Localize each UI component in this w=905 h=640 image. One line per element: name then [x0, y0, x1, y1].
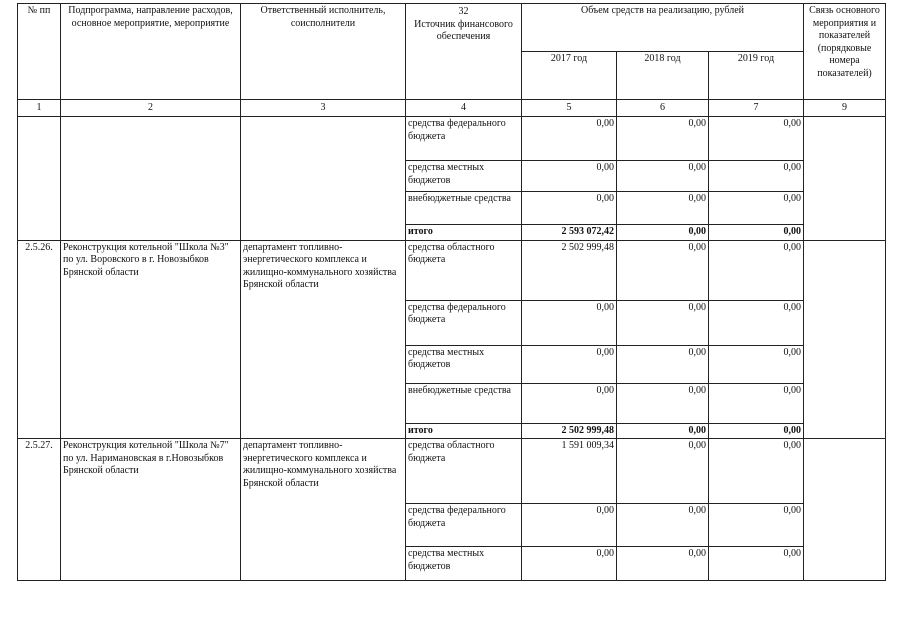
executor-cell: департамент топливно-энергетического комплекса и жилищно-коммунального хозяйства Брянской области	[241, 439, 406, 581]
value-2018: 0,00	[617, 345, 709, 383]
value-2017: 0,00	[522, 547, 617, 581]
value-2017: 0,00	[522, 300, 617, 345]
code-cell	[18, 117, 61, 241]
column-number: 9	[804, 100, 886, 117]
name-cell	[61, 117, 241, 241]
value-2019: 0,00	[709, 383, 804, 423]
table-row	[18, 439, 886, 504]
header-link-cell: Связь основного мероприятия и показателей (порядковые номера показателей)	[804, 4, 886, 100]
column-number: 2	[61, 100, 241, 117]
column-number: 7	[709, 100, 804, 117]
page-number: 32	[458, 6, 469, 17]
header-number-cell: № пп	[18, 4, 61, 100]
value-2017: 0,00	[522, 504, 617, 547]
column-number: 4	[406, 100, 522, 117]
value-2017: 1 591 009,34	[522, 439, 617, 504]
source-cell: средства федерального бюджета	[406, 300, 522, 345]
source-cell: средства федерального бюджета	[406, 504, 522, 547]
value-2019: 0,00	[709, 161, 804, 192]
source-cell: средства областного бюджета	[406, 240, 522, 300]
value-2019: 0,00	[709, 117, 804, 161]
value-2018: 0,00	[617, 439, 709, 504]
code-cell: 2.5.27.	[18, 439, 61, 581]
header-year-2017: 2017 год	[522, 52, 617, 100]
value-2018: 0,00	[617, 300, 709, 345]
header-subprogram-cell: Подпрограмма, направление расходов, основное мероприятие, мероприятие	[61, 4, 241, 100]
value-2019: 0,00	[709, 225, 804, 241]
source-cell: средства местных бюджетов	[406, 345, 522, 383]
value-2019: 0,00	[709, 439, 804, 504]
value-2019: 0,00	[709, 504, 804, 547]
column-number: 3	[241, 100, 406, 117]
executor-cell: департамент топливно-энергетического комплекса и жилищно-коммунального хозяйства Брянской области	[241, 240, 406, 439]
header-year-2019: 2019 год	[709, 52, 804, 100]
header-source-label: Источник финансового обеспечения	[414, 18, 513, 42]
header-volume-cell: Объем средств на реализацию, рублей	[522, 4, 804, 52]
value-2017: 2 502 999,48	[522, 240, 617, 300]
source-cell: средства областного бюджета	[406, 439, 522, 504]
value-2018: 0,00	[617, 423, 709, 439]
link-cell	[804, 439, 886, 581]
value-2017: 0,00	[522, 117, 617, 161]
source-cell: внебюджетные средства	[406, 383, 522, 423]
value-2018: 0,00	[617, 383, 709, 423]
source-cell: средства федерального бюджета	[406, 117, 522, 161]
executor-cell	[241, 117, 406, 241]
value-2017: 0,00	[522, 161, 617, 192]
value-2019: 0,00	[709, 423, 804, 439]
value-2017: 0,00	[522, 383, 617, 423]
column-number: 1	[18, 100, 61, 117]
source-cell: итого	[406, 225, 522, 241]
source-cell: внебюджетные средства	[406, 192, 522, 225]
value-2018: 0,00	[617, 161, 709, 192]
value-2017: 0,00	[522, 192, 617, 225]
source-cell: средства местных бюджетов	[406, 161, 522, 192]
name-cell: Реконструкция котельной "Школа №3" по ул. Воровского в г. Новозыбков Брянской области	[61, 240, 241, 439]
value-2019: 0,00	[709, 300, 804, 345]
value-2019: 0,00	[709, 345, 804, 383]
name-cell: Реконструкция котельной "Школа №7" по ул. Наримановская в г.Новозыбков Брянской области	[61, 439, 241, 581]
column-number: 6	[617, 100, 709, 117]
code-cell: 2.5.26.	[18, 240, 61, 439]
source-cell: итого	[406, 423, 522, 439]
value-2018: 0,00	[617, 504, 709, 547]
header-executor-cell: Ответственный исполнитель, соисполнители	[241, 4, 406, 100]
value-2018: 0,00	[617, 117, 709, 161]
value-2018: 0,00	[617, 225, 709, 241]
value-2019: 0,00	[709, 547, 804, 581]
value-2018: 0,00	[617, 547, 709, 581]
value-2019: 0,00	[709, 240, 804, 300]
value-2018: 0,00	[617, 192, 709, 225]
header-row-top	[18, 4, 886, 52]
value-2017: 2 502 999,48	[522, 423, 617, 439]
link-cell	[804, 117, 886, 241]
budget-table	[17, 3, 886, 581]
table-row	[18, 117, 886, 161]
value-2017: 2 593 072,42	[522, 225, 617, 241]
column-number: 5	[522, 100, 617, 117]
value-2018: 0,00	[617, 240, 709, 300]
value-2017: 0,00	[522, 345, 617, 383]
value-2019: 0,00	[709, 192, 804, 225]
column-numbers-row	[18, 100, 886, 117]
header-year-2018: 2018 год	[617, 52, 709, 100]
source-cell: средства местных бюджетов	[406, 547, 522, 581]
table-row	[18, 240, 886, 300]
header-source-cell	[406, 4, 522, 100]
link-cell	[804, 240, 886, 439]
